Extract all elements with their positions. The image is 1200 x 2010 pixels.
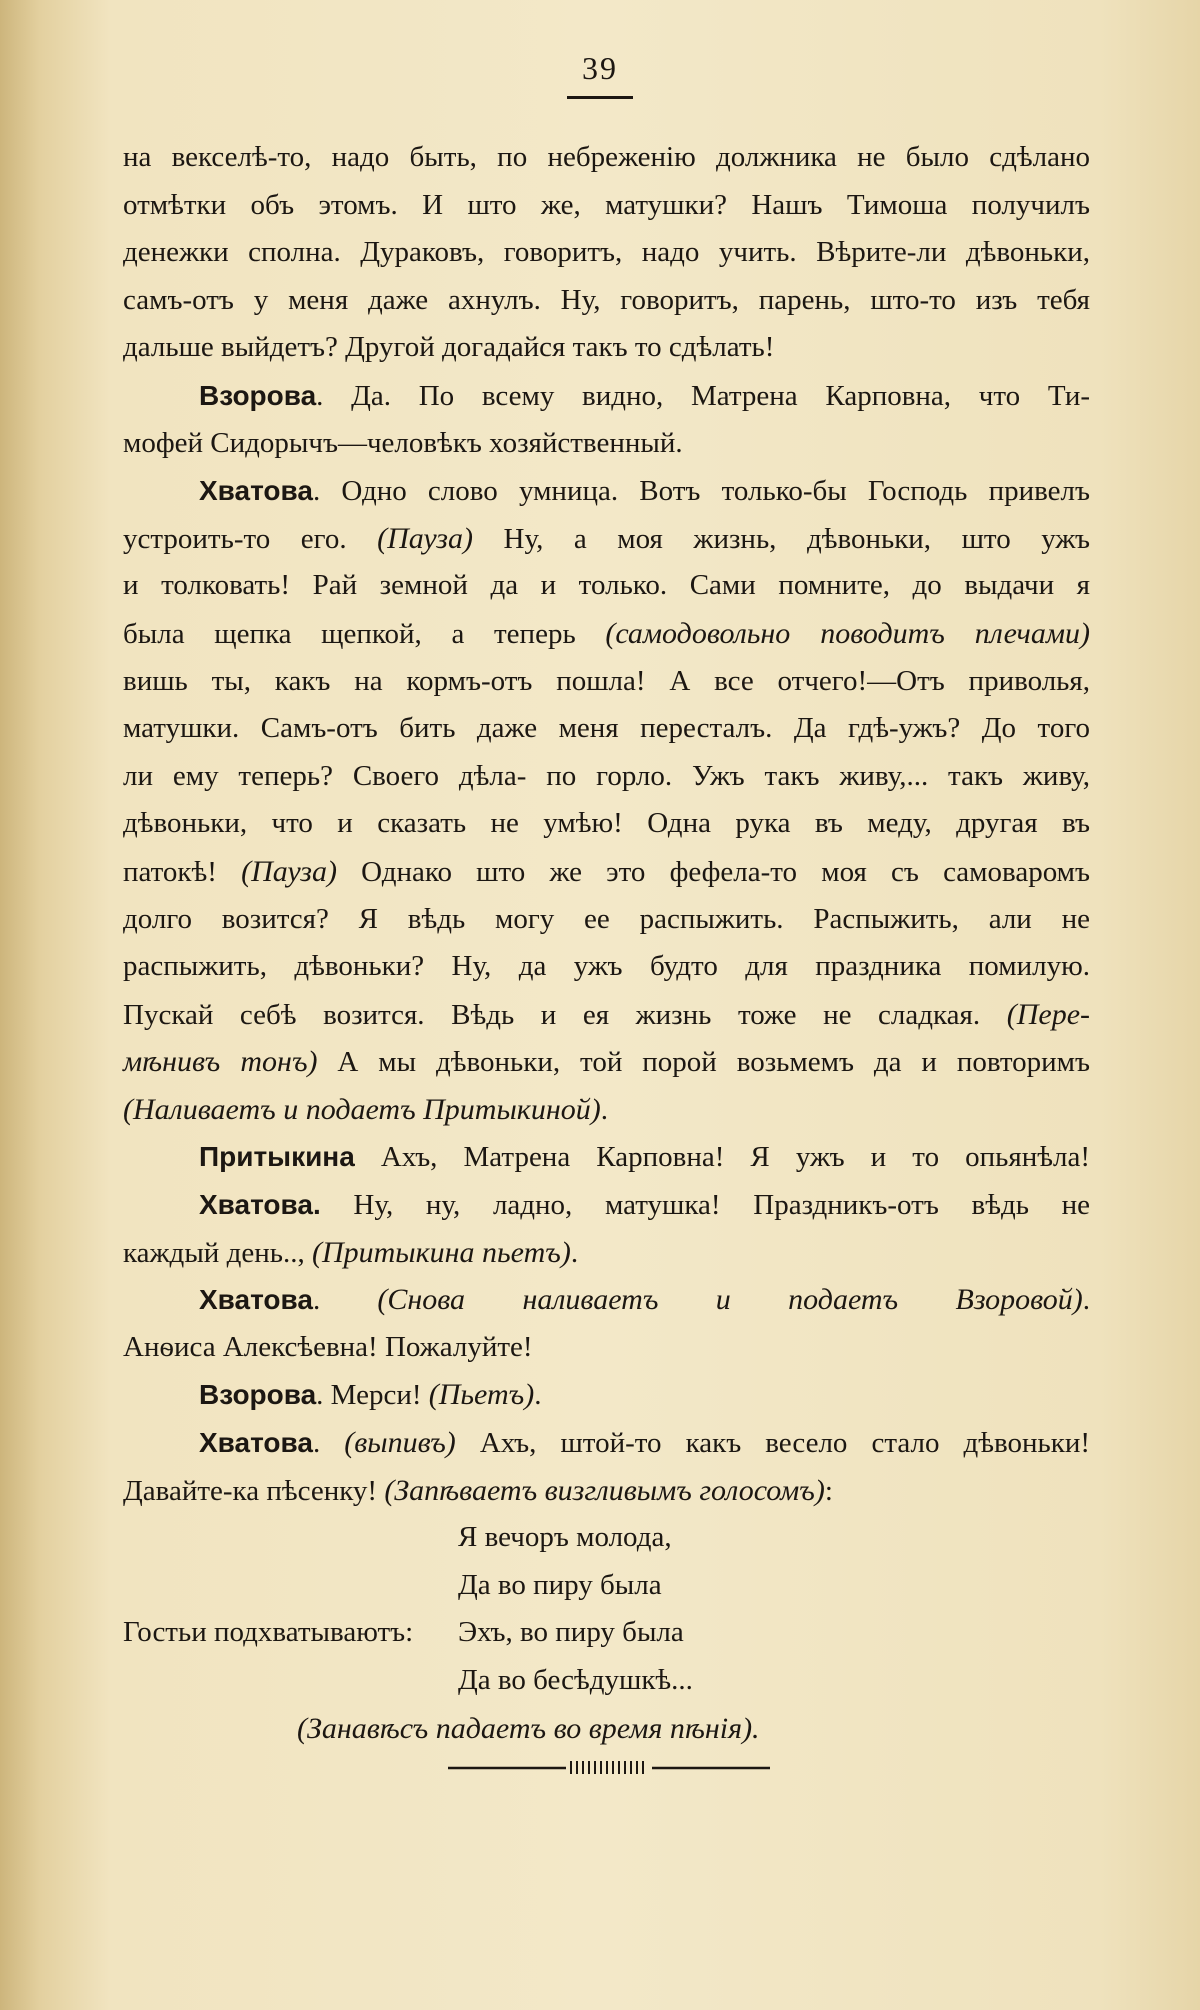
text-span: Однако што же это фефела-то моя съ самоваромъ: [336, 855, 1090, 888]
text-span: дѣвоньки, что и сказать не умѣю! Одна рука въ меду, другая въ: [123, 807, 1090, 840]
speaker-name: Притыкина: [199, 1141, 355, 1173]
text-span: на векселѣ-то, надо быть, по небреженію должника не было сдѣлано: [123, 141, 1090, 173]
text-line: [123, 229, 1090, 277]
text-span: .: [1082, 1284, 1090, 1317]
text-line: [123, 1276, 1090, 1324]
text-line: [123, 562, 1090, 610]
stage-direction: (Снова наливаетъ и подаетъ Взоровой): [377, 1283, 1083, 1317]
page-number: 39: [582, 50, 618, 86]
text-span: самъ-отъ у меня даже ахнулъ. Ну, говоритъ, парень, што-то изъ тебя: [123, 283, 1090, 316]
text-line: [123, 324, 1090, 372]
text-span: Ну, ну, ладно, матушка! Праздникъ-отъ вѣдь не: [320, 1189, 1090, 1222]
text-line: [123, 1229, 1090, 1277]
text-span: Да во пиру была: [458, 1568, 662, 1601]
speaker-name: Хватова: [199, 475, 313, 507]
text-span: Ахъ, Матрена Карповна! Я ужъ и то опьянѣла!: [354, 1141, 1090, 1174]
text-line: [123, 1705, 1090, 1753]
text-span: патокѣ!: [123, 855, 242, 888]
text-span: .: [312, 1427, 345, 1460]
text-line: [123, 1609, 1090, 1657]
text-line: [123, 515, 1090, 563]
text-line: [123, 896, 1090, 944]
text-line: [123, 1467, 1090, 1515]
text-span: Анѳиса Алексѣевна! Пожалуйте!: [123, 1330, 533, 1363]
text-span: Я вечоръ молода,: [458, 1521, 672, 1554]
text-span: . Мерси!: [316, 1379, 429, 1412]
text-span: дальше выйдетъ? Другой догадайся такъ то сдѣлать!: [123, 331, 775, 364]
stage-direction: мѣнивъ тонъ): [123, 1045, 318, 1079]
text-line: [123, 1419, 1090, 1467]
text-line: [123, 1038, 1090, 1086]
text-span: .: [312, 1284, 378, 1317]
text-line: [123, 1181, 1090, 1229]
text-line: [123, 182, 1090, 230]
stage-direction: (Запѣваетъ визгливымъ голосомъ): [384, 1473, 825, 1507]
text-span: ли ему теперь? Своего дѣла- по горло. Ужъ такъ живу,... такъ живу,: [123, 759, 1090, 792]
speaker-name: Взорова: [199, 379, 317, 411]
text-line: [123, 848, 1090, 896]
speaker-name: Хватова: [199, 1427, 313, 1459]
text-line: [123, 1133, 1090, 1181]
page-number-rule: [567, 96, 633, 99]
stage-direction: (выпивъ): [344, 1426, 456, 1460]
text-span: вишь ты, какъ на кормъ-отъ пошла! А все отчего!—Отъ приволья,: [123, 664, 1090, 697]
text-line: [123, 753, 1090, 801]
text-span: Ахъ, штой-то какъ весело стало дѣвоньки!: [455, 1427, 1090, 1460]
text-span: . Одно слово умница. Вотъ только-бы Господь привелъ: [312, 475, 1090, 508]
text-span: матушки. Самъ-отъ бить даже меня пересталъ. Да гдѣ-ужъ? До того: [123, 712, 1090, 745]
text-line: [123, 1657, 1090, 1705]
page-text: [123, 134, 1090, 1752]
text-span: А мы дѣвоньки, той порой возьмемъ да и повторимъ: [317, 1046, 1090, 1079]
text-span: :: [824, 1474, 833, 1507]
end-ornament: [448, 1760, 770, 1774]
text-span: долго возится? Я вѣдь могу ее распыжить. Распыжить, али не: [123, 902, 1090, 935]
text-span: и толковать! Рай земной да и только. Сами помните, до выдачи я: [123, 569, 1090, 602]
text-span: мофей Сидорычъ—человѣкъ хозяйственный.: [123, 426, 683, 459]
text-span: денежки сполна. Дураковъ, говоритъ, надо учить. Вѣрите-ли дѣвоньки,: [123, 236, 1090, 269]
text-line: [123, 134, 1090, 182]
text-line: [123, 1324, 1090, 1372]
text-span: каждый день..,: [123, 1236, 312, 1269]
speaker-name: Хватова: [199, 1284, 313, 1316]
stage-direction: (Пьетъ): [428, 1378, 535, 1412]
text-line: [123, 705, 1090, 753]
stage-direction: (самодовольно поводитъ плечами): [605, 616, 1091, 650]
text-span: отмѣтки объ этомъ. И што же, матушки? Нашъ Тимоша получилъ: [123, 188, 1090, 221]
text-line: [123, 1562, 1090, 1610]
text-line: [123, 277, 1090, 325]
text-span: .: [600, 1093, 608, 1126]
text-span: Пускай себѣ возится. Вѣдь и ея жизнь тоже не сладкая.: [123, 998, 1007, 1031]
speaker-name: Взорова: [199, 1379, 317, 1411]
stage-direction: (Наливаетъ и подаетъ Притыкиной): [123, 1092, 601, 1126]
text-span: . Да. По всему видно, Матрена Карповна, что Ти-: [316, 379, 1090, 412]
text-line: [123, 372, 1090, 420]
speaker-name: Хватова.: [199, 1189, 321, 1221]
text-line: [123, 467, 1090, 515]
text-line: [123, 1371, 1090, 1419]
stage-direction: (Пауза): [377, 521, 473, 555]
verse-prefix: Гостьи подхватываютъ:: [123, 1616, 414, 1649]
stage-direction: (Притыкина пьетъ): [311, 1235, 571, 1269]
text-line: [123, 658, 1090, 706]
text-line: [123, 991, 1090, 1039]
text-span: устроить-то его.: [123, 522, 378, 555]
text-line: [123, 800, 1090, 848]
stage-direction: (Пере-: [1006, 997, 1090, 1031]
text-line: [123, 610, 1090, 658]
text-span: распыжить, дѣвоньки? Ну, да ужъ будто для праздника помилую.: [123, 950, 1090, 983]
text-span: Давайте-ка пѣсенку!: [123, 1474, 385, 1507]
stage-direction: (Занавѣсъ падаетъ во время пѣнія).: [297, 1711, 760, 1745]
text-line: [123, 1086, 1090, 1134]
text-span: была щепка щепкой, а теперь: [123, 617, 606, 650]
text-line: [123, 420, 1090, 468]
stage-direction: (Пауза): [241, 854, 337, 888]
text-span: .: [534, 1379, 542, 1412]
text-line: [123, 1514, 1090, 1562]
text-line: [123, 943, 1090, 991]
text-span: .: [570, 1236, 579, 1269]
text-span: Да во бесѣдушкѣ...: [458, 1664, 693, 1696]
text-span: Ну, а моя жизнь, дѣвоньки, што ужъ: [473, 522, 1091, 555]
text-span: Эхъ, во пиру была: [458, 1616, 684, 1649]
